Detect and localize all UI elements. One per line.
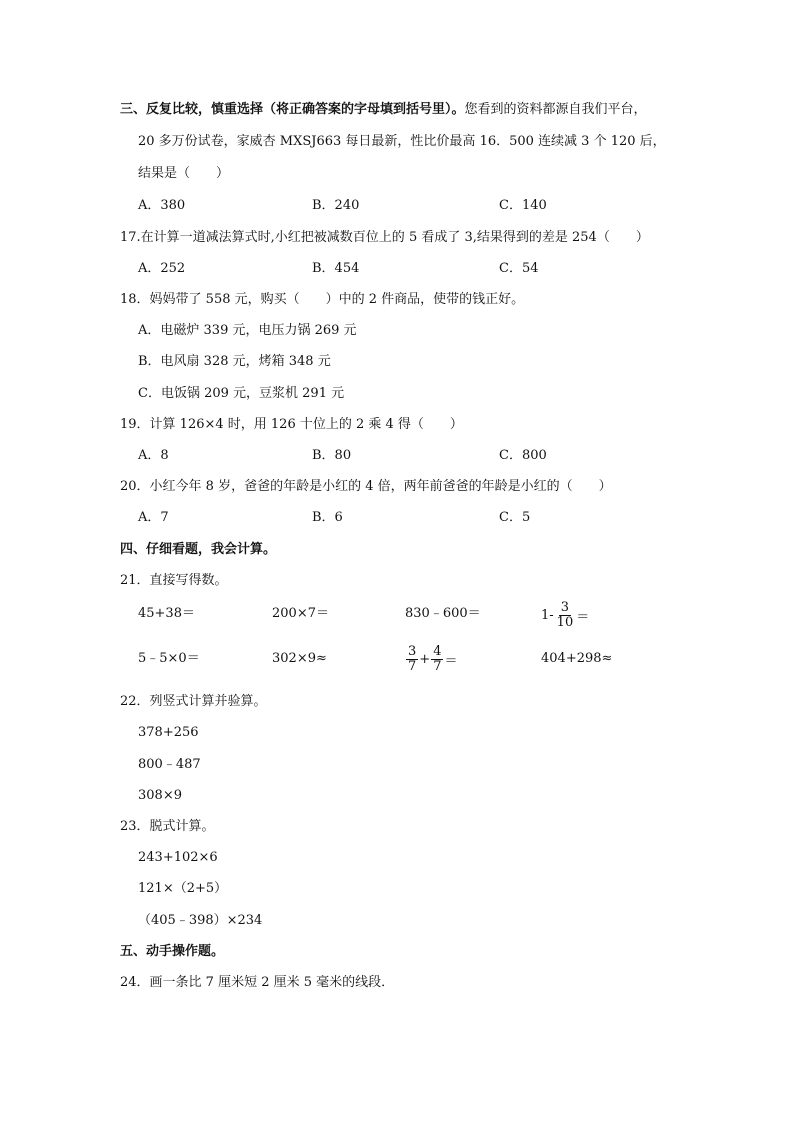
q16-option-c: C．140 xyxy=(499,198,547,213)
q18-option-c: C．电饭锅 209 元，豆浆机 291 元 xyxy=(138,386,345,401)
section4-heading: 四、仔细看题，我会计算。 xyxy=(120,542,277,557)
q21-item-1: 45+38＝ xyxy=(138,606,195,621)
q19-option-b: B．80 xyxy=(312,448,352,463)
q21-item-6: 302×9≈ xyxy=(272,651,327,666)
q21-frac1-equals: ＝ xyxy=(576,610,590,625)
section3-note-line1: 您看到的资料都源自我们平台， xyxy=(464,102,647,117)
q21-item-4 xyxy=(541,601,589,630)
section3-note-line2: 20 多万份试卷，家威杏 MXSJ663 每日最新，性比价最高 16．500 连续减 3 个 120 后， xyxy=(138,134,666,149)
q17-text: 17.在计算一道减法算式时,小红把被减数百位上的 5 看成了 3,结果得到的差是 254（ ） xyxy=(120,230,649,245)
q21-frac1-denominator: 10 xyxy=(556,615,574,630)
section3-heading: 三、反复比较，慎重选择（将正确答案的字母填到括号里）。 xyxy=(120,102,465,117)
q22-item-3: 308×9 xyxy=(138,788,182,803)
q21-text: 21．直接写得数。 xyxy=(120,573,228,588)
q21-frac2b-denominator: 7 xyxy=(433,659,442,674)
q21-item-5: 5﹣5×0＝ xyxy=(138,651,200,666)
q18-option-b: B．电风扇 328 元，烤箱 348 元 xyxy=(138,354,331,369)
q17-option-a: A．252 xyxy=(138,261,186,276)
q16-option-a: A．380 xyxy=(138,198,186,213)
q17-option-c: C．54 xyxy=(499,261,539,276)
section3-heading-line xyxy=(120,101,647,119)
q21-item-8: 404+298≈ xyxy=(541,651,613,666)
q18-option-a: A．电磁炉 339 元，电压力锅 269 元 xyxy=(138,323,357,338)
q17-option-b: B．454 xyxy=(312,261,360,276)
q22-text: 22．列竖式计算并验算。 xyxy=(120,694,267,709)
q21-fraction-2a xyxy=(406,645,418,674)
q21-item-2: 200×7＝ xyxy=(272,606,329,621)
q19-text: 19．计算 126×4 时，用 126 十位上的 2 乘 4 得（ ） xyxy=(120,417,463,432)
q16-option-b: B．240 xyxy=(312,198,360,213)
q18-text: 18．妈妈带了 558 元，购买（ ）中的 2 件商品，使带的钱正好。 xyxy=(120,292,525,307)
section3-note-line3: 结果是（ ） xyxy=(138,166,230,181)
q21-frac1-numerator: 3 xyxy=(560,600,570,615)
section5-heading: 五、动手操作题。 xyxy=(120,944,225,959)
q21-item-7 xyxy=(405,645,457,674)
q23-item-1: 243+102×6 xyxy=(138,850,218,865)
q19-option-a: A．8 xyxy=(138,448,169,463)
q21-frac2a-numerator: 3 xyxy=(408,644,417,659)
q21-frac2b-numerator: 4 xyxy=(433,644,442,659)
q21-frac1-lead: 1- xyxy=(541,608,554,623)
q23-item-3: （405﹣398）×234 xyxy=(138,913,263,928)
q19-option-c: C．800 xyxy=(499,448,547,463)
q21-fraction-1 xyxy=(555,601,576,630)
q21-frac2a-denominator: 7 xyxy=(408,659,417,674)
q23-text: 23．脱式计算。 xyxy=(120,819,215,834)
q20-option-b: B．6 xyxy=(312,510,343,525)
q20-option-a: A．7 xyxy=(138,510,169,525)
q21-frac2-equals: ＝ xyxy=(444,654,458,669)
q22-item-1: 378+256 xyxy=(138,725,199,740)
q23-item-2: 121×（2+5） xyxy=(138,881,228,896)
q24-text: 24．画一条比 7 厘米短 2 厘米 5 毫米的线段． xyxy=(120,975,395,990)
q21-frac2-operator: + xyxy=(419,652,431,667)
q20-text: 20．小红今年 8 岁，爸爸的年龄是小红的 4 倍，两年前爸爸的年龄是小红的（ ） xyxy=(120,479,612,494)
q22-item-2: 800﹣487 xyxy=(138,757,201,772)
q21-item-3: 830﹣600＝ xyxy=(405,606,481,621)
q20-option-c: C．5 xyxy=(499,510,531,525)
q21-fraction-2b xyxy=(431,645,443,674)
